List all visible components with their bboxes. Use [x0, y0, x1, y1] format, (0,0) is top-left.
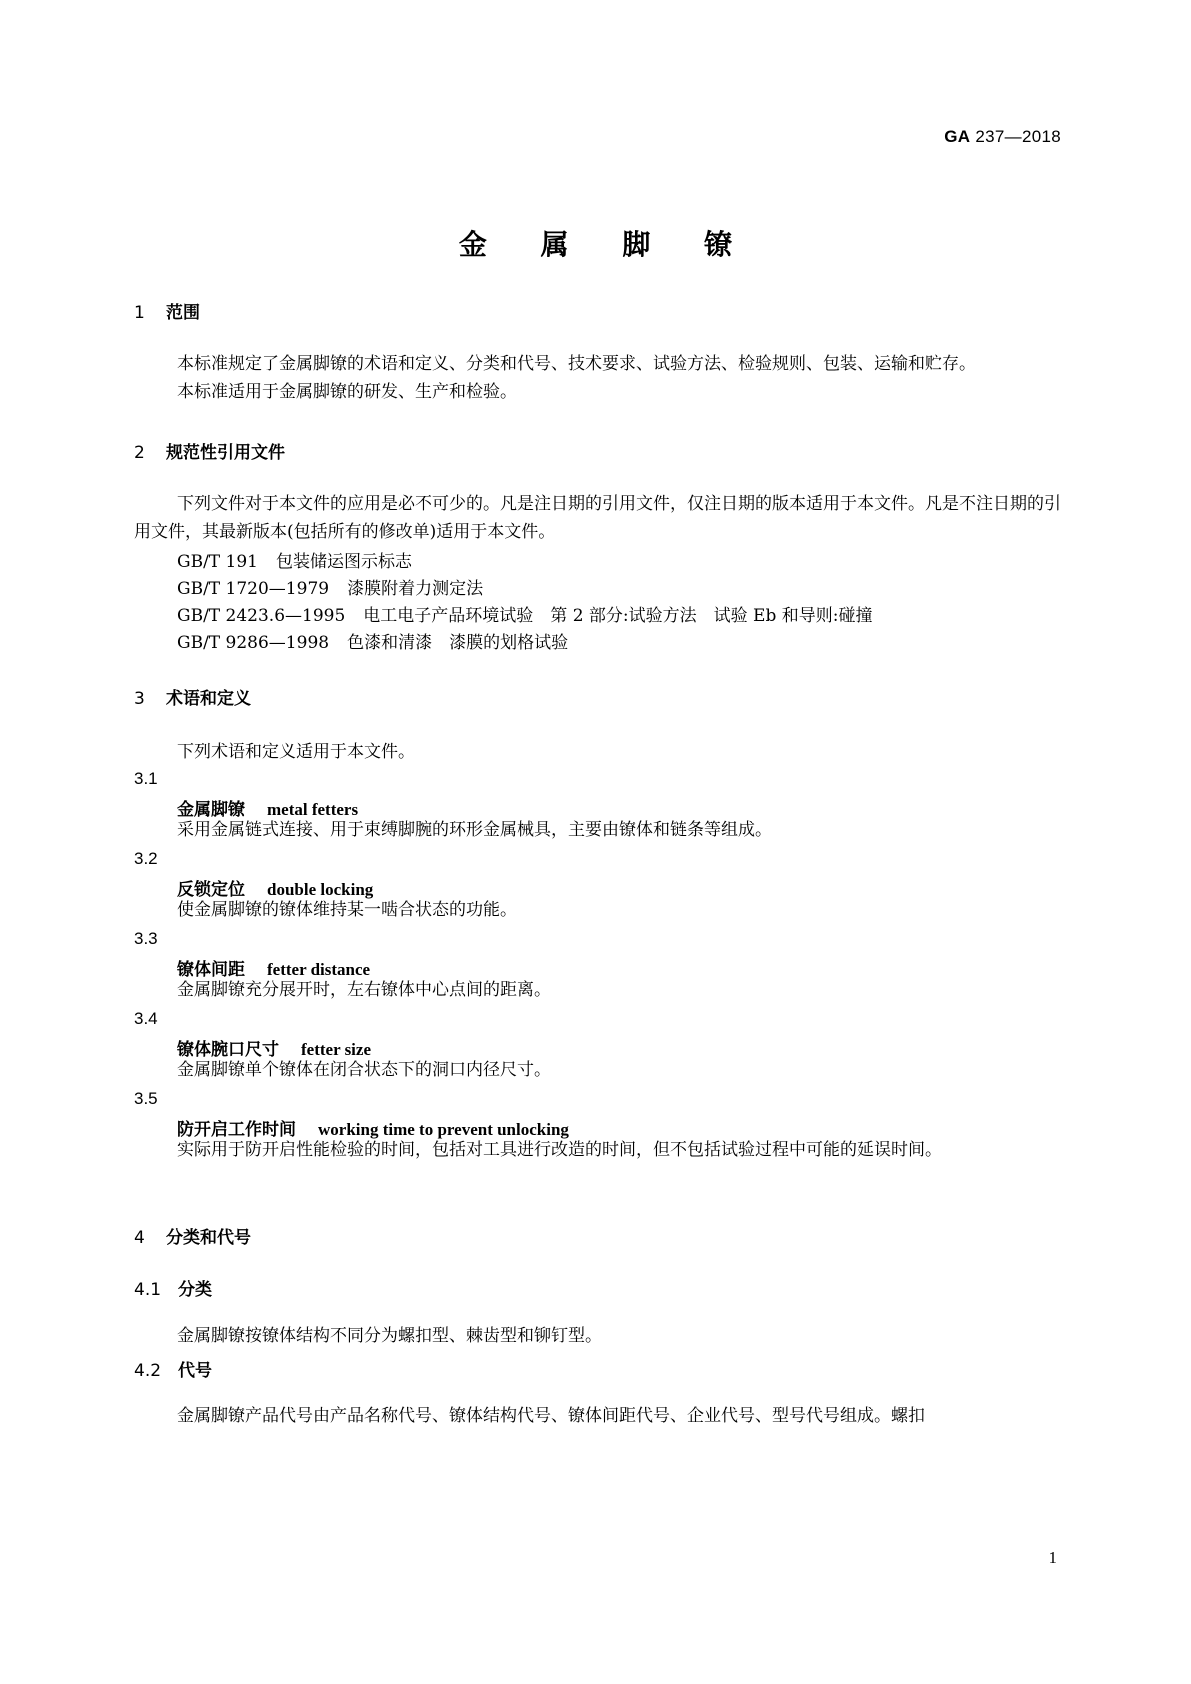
- term-definition: 采用金属链式连接、用于束缚脚腕的环形金属械具，主要由镣体和链条等组成。: [177, 820, 772, 840]
- paragraph: 金属脚镣按镣体结构不同分为螺扣型、棘齿型和铆钉型。: [177, 1326, 602, 1346]
- section-title: 规范性引用文件: [166, 443, 285, 463]
- section-heading: [134, 438, 285, 463]
- term-en: double locking: [267, 880, 374, 899]
- paragraph: 金属脚镣产品代号由产品名称代号、镣体结构代号、镣体间距代号、企业代号、型号代号组成。螺扣: [177, 1406, 925, 1426]
- document-title: 金 属 脚 镣: [458, 228, 755, 261]
- section-number: 3: [134, 689, 145, 709]
- reference-item: [177, 601, 872, 626]
- term-definition: 金属脚镣充分展开时，左右镣体中心点间的距离。: [177, 980, 551, 1000]
- standard-code: [944, 127, 1061, 147]
- subsection-number: 4.2: [134, 1361, 162, 1381]
- subsection-number: 4.1: [134, 1280, 162, 1300]
- section-number: 2: [134, 443, 145, 463]
- subsection-title: 分类: [178, 1280, 212, 1300]
- paragraph: 下列术语和定义适用于本文件。: [177, 742, 415, 762]
- term-number: 3.3: [134, 929, 158, 948]
- term-en: metal fetters: [267, 800, 359, 819]
- term-zh: 镣体腕口尺寸: [177, 1040, 279, 1060]
- subsection-title: 代号: [178, 1361, 212, 1381]
- term-number: 3.2: [134, 849, 158, 868]
- reference-title: 漆膜附着力测定法: [347, 579, 484, 599]
- section-heading: [134, 1223, 251, 1248]
- term-definition: 金属脚镣单个镣体在闭合状态下的洞口内径尺寸。: [177, 1060, 551, 1080]
- term-number: 3.1: [134, 769, 158, 788]
- subsection-heading: [134, 1275, 212, 1300]
- section-heading: [134, 298, 200, 323]
- paragraph: 本标准适用于金属脚镣的研发、生产和检验。: [177, 382, 517, 402]
- section-title: 分类和代号: [166, 1228, 251, 1248]
- term-definition: 实际用于防开启性能检验的时间，包括对工具进行改造的时间，但不包括试验过程中可能的延误时间。: [177, 1140, 942, 1160]
- standard-code-prefix: GA: [944, 127, 971, 146]
- reference-title: 电工电子产品环境试验 第 2 部分:试验方法 试验 Eb 和导则:碰撞: [363, 606, 873, 626]
- section-title: 范围: [166, 303, 200, 323]
- term-en: fetter distance: [267, 960, 371, 979]
- term-number: 3.5: [134, 1089, 158, 1108]
- term-zh: 反锁定位: [177, 880, 245, 900]
- reference-code: GB/T 2423.6—1995: [177, 606, 346, 626]
- reference-code: GB/T 1720—1979: [177, 579, 330, 599]
- reference-item: [177, 574, 483, 599]
- term-zh: 镣体间距: [177, 960, 245, 980]
- reference-item: [177, 628, 568, 653]
- section-heading: [134, 684, 251, 709]
- standard-code-number: 237—2018: [975, 127, 1061, 146]
- reference-title: 包装储运图示标志: [276, 552, 412, 572]
- term-en: fetter size: [301, 1040, 371, 1059]
- section-number: 1: [134, 303, 145, 323]
- reference-code: GB/T 191: [177, 552, 258, 572]
- section-title: 术语和定义: [166, 689, 251, 709]
- reference-title: 色漆和清漆 漆膜的划格试验: [347, 633, 569, 653]
- term-zh: 金属脚镣: [177, 800, 245, 820]
- page-number: 1: [1048, 1548, 1057, 1567]
- term-zh: 防开启工作时间: [177, 1120, 296, 1140]
- term-definition: 使金属脚镣的镣体维持某一啮合状态的功能。: [177, 900, 517, 920]
- reference-item: [177, 547, 412, 572]
- subsection-heading: [134, 1356, 212, 1381]
- paragraph: 本标准规定了金属脚镣的术语和定义、分类和代号、技术要求、试验方法、检验规则、包装、运输和贮存。: [177, 354, 976, 374]
- paragraph: 下列文件对于本文件的应用是必不可少的。凡是注日期的引用文件，仅注日期的版本适用于本文件。凡是不注日期的引用文件，其最新版本(包括所有的修改单)适用于本文件。: [134, 494, 1061, 542]
- section-number: 4: [134, 1228, 145, 1248]
- term-en: working time to prevent unlocking: [318, 1120, 569, 1139]
- reference-code: GB/T 9286—1998: [177, 633, 330, 653]
- term-number: 3.4: [134, 1009, 158, 1028]
